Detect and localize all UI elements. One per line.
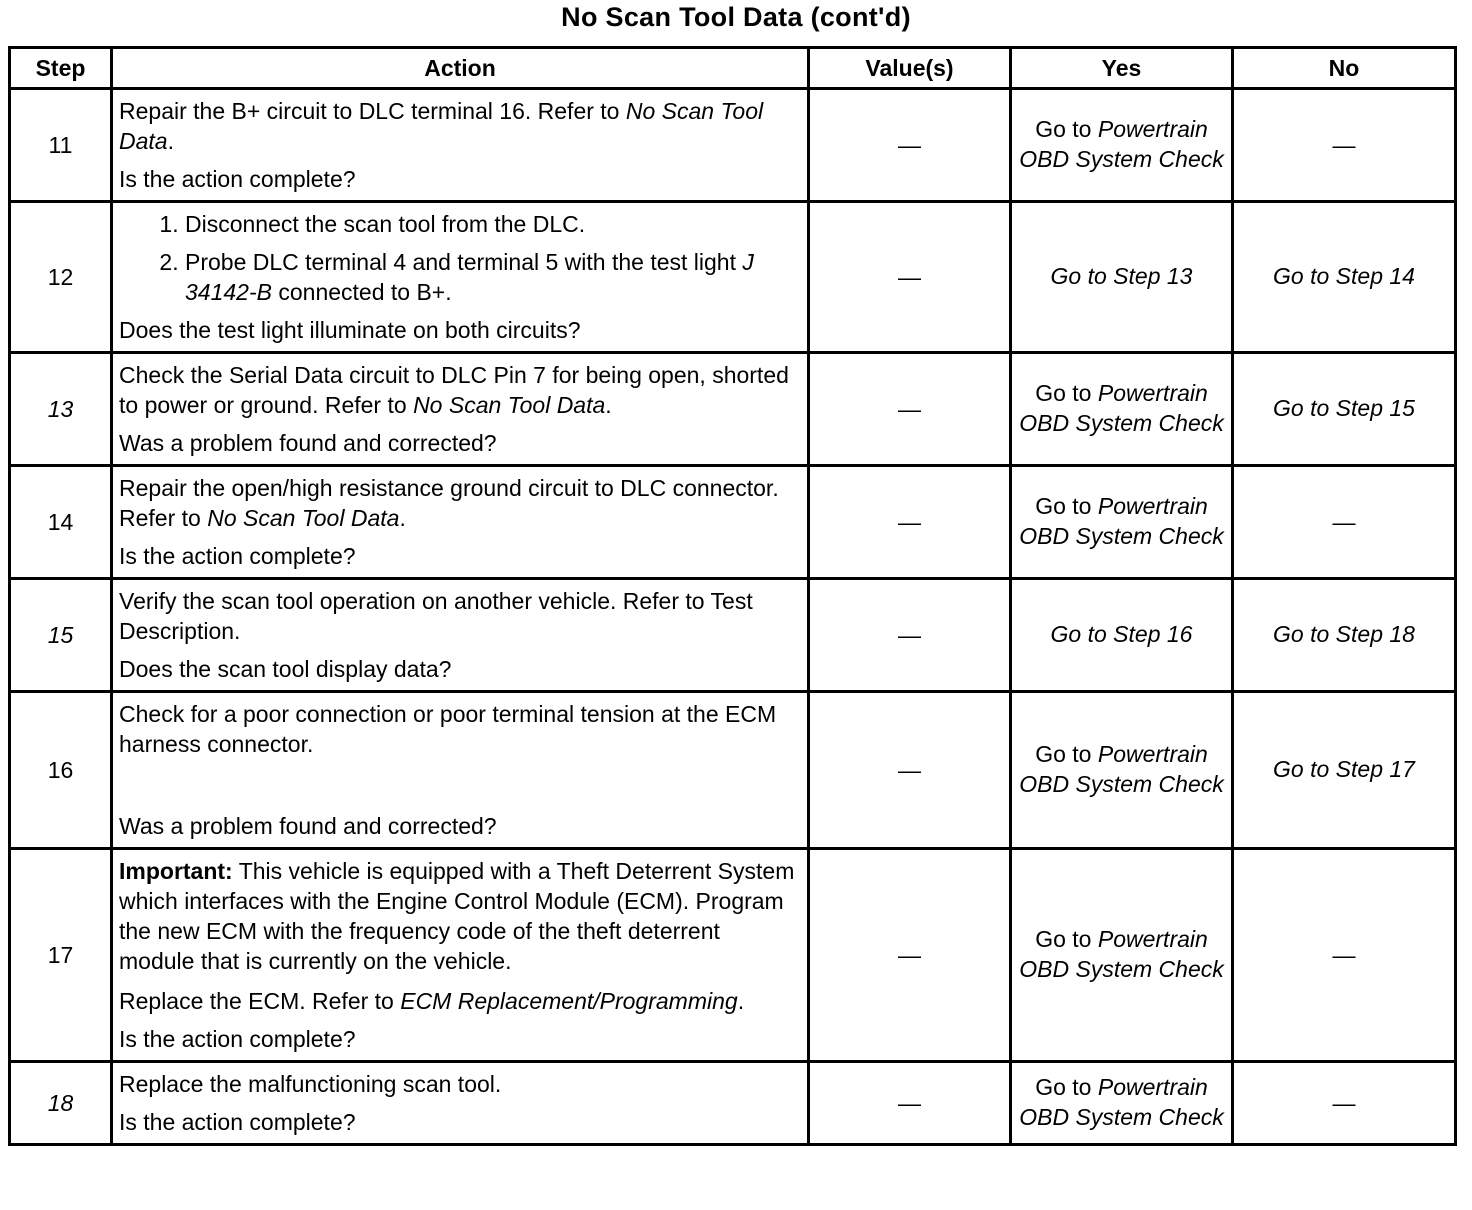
reference-link: Powertrain OBD System Check <box>1019 115 1224 172</box>
value-cell: — <box>809 353 1011 466</box>
reference-link: Powertrain OBD System Check <box>1019 1073 1224 1130</box>
no-cell: Go to Step 18 <box>1233 579 1456 692</box>
action-cell <box>112 579 809 692</box>
action-cell <box>112 849 809 1062</box>
diagnostic-table <box>8 46 1457 1146</box>
no-cell: — <box>1233 849 1456 1062</box>
step-number: 13 <box>10 353 112 466</box>
header-row <box>10 48 1456 89</box>
no-cell: — <box>1233 466 1456 579</box>
question-text: Is the action complete? <box>119 1109 356 1135</box>
page-title: No Scan Tool Data (cont'd) <box>561 2 911 32</box>
step-number: 11 <box>10 89 112 202</box>
table-row <box>10 1062 1456 1145</box>
reference-link: Powertrain OBD System Check <box>1019 925 1224 982</box>
reference-link: No Scan Tool Data <box>413 392 606 418</box>
yes-cell: Go to Powertrain OBD System Check <box>1011 849 1233 1062</box>
table-row <box>10 849 1456 1062</box>
action-cell <box>112 1062 809 1145</box>
reference-link: ECM Replacement/Programming <box>400 988 738 1014</box>
yes-cell: Go to Powertrain OBD System Check <box>1011 1062 1233 1145</box>
no-cell: — <box>1233 1062 1456 1145</box>
action-cell <box>112 466 809 579</box>
question-text: Is the action complete? <box>119 1026 356 1052</box>
value-cell: — <box>809 849 1011 1062</box>
reference-link: No Scan Tool Data <box>207 505 400 531</box>
list-item: 2. Probe DLC terminal 4 and terminal 5 with the test light J 34142-B connected to B+. <box>185 247 799 307</box>
action-text: Repair the open/high resistance ground circuit to DLC connector. Refer to No Scan Tool Data. <box>119 475 779 531</box>
table-row <box>10 202 1456 353</box>
table-row <box>10 353 1456 466</box>
header-step: Step <box>10 48 112 89</box>
important-note: Important: This vehicle is equipped with a Theft Deterrent System which interfaces with the Engine Control Module (ECM). Program the new ECM with the frequency code of the theft deterrent module that is currently on the vehicle. <box>119 858 795 974</box>
step-number: 14 <box>10 466 112 579</box>
yes-cell: Go to Powertrain OBD System Check <box>1011 466 1233 579</box>
no-cell: Go to Step 17 <box>1233 692 1456 849</box>
value-cell: — <box>809 692 1011 849</box>
question-text: Was a problem found and corrected? <box>119 430 497 456</box>
header-yes: Yes <box>1011 48 1233 89</box>
table-row <box>10 466 1456 579</box>
question-text: Does the test light illuminate on both circuits? <box>119 317 581 343</box>
value-cell: — <box>809 89 1011 202</box>
action-text: Replace the malfunctioning scan tool. <box>119 1071 502 1097</box>
action-cell <box>112 353 809 466</box>
action-cell <box>112 89 809 202</box>
step-number: 12 <box>10 202 112 353</box>
reference-link: Powertrain OBD System Check <box>1019 740 1224 797</box>
step-number: 17 <box>10 849 112 1062</box>
table-row <box>10 692 1456 849</box>
yes-cell: Go to Powertrain OBD System Check <box>1011 89 1233 202</box>
action-steps-list <box>119 209 799 307</box>
value-cell: — <box>809 202 1011 353</box>
action-cell <box>112 692 809 849</box>
no-cell: — <box>1233 89 1456 202</box>
important-label: Important: <box>119 858 233 884</box>
action-text: Repair the B+ circuit to DLC terminal 16. Refer to No Scan Tool Data. <box>119 98 764 154</box>
action-text: Check for a poor connection or poor terminal tension at the ECM harness connector. <box>119 701 777 757</box>
action-text: Check the Serial Data circuit to DLC Pin 7 for being open, shorted to power or ground. Refer to No Scan Tool Data. <box>119 362 789 418</box>
question-text: Does the scan tool display data? <box>119 656 452 682</box>
yes-cell: Go to Powertrain OBD System Check <box>1011 353 1233 466</box>
header-action: Action <box>112 48 809 89</box>
action-text: Replace the ECM. Refer to ECM Replacement/Programming. <box>119 988 745 1014</box>
no-cell: Go to Step 14 <box>1233 202 1456 353</box>
reference-link: Powertrain OBD System Check <box>1019 492 1224 549</box>
step-number: 18 <box>10 1062 112 1145</box>
reference-link: Powertrain OBD System Check <box>1019 379 1224 436</box>
table-row <box>10 89 1456 202</box>
step-number: 15 <box>10 579 112 692</box>
reference-link: No Scan Tool Data <box>119 98 764 154</box>
question-text: Is the action complete? <box>119 166 356 192</box>
no-cell: Go to Step 15 <box>1233 353 1456 466</box>
value-cell: — <box>809 466 1011 579</box>
step-number: 16 <box>10 692 112 849</box>
question-text: Was a problem found and corrected? <box>119 813 497 839</box>
value-cell: — <box>809 1062 1011 1145</box>
header-values: Value(s) <box>809 48 1011 89</box>
yes-cell: Go to Step 16 <box>1011 579 1233 692</box>
yes-cell: Go to Step 13 <box>1011 202 1233 353</box>
tool-reference: J 34142-B <box>185 249 754 305</box>
header-no: No <box>1233 48 1456 89</box>
question-text: Is the action complete? <box>119 543 356 569</box>
value-cell: — <box>809 579 1011 692</box>
action-text: Verify the scan tool operation on another vehicle. Refer to Test Description. <box>119 588 753 644</box>
action-cell <box>112 202 809 353</box>
list-item: 1. Disconnect the scan tool from the DLC. <box>185 209 799 239</box>
table-row <box>10 579 1456 692</box>
yes-cell: Go to Powertrain OBD System Check <box>1011 692 1233 849</box>
